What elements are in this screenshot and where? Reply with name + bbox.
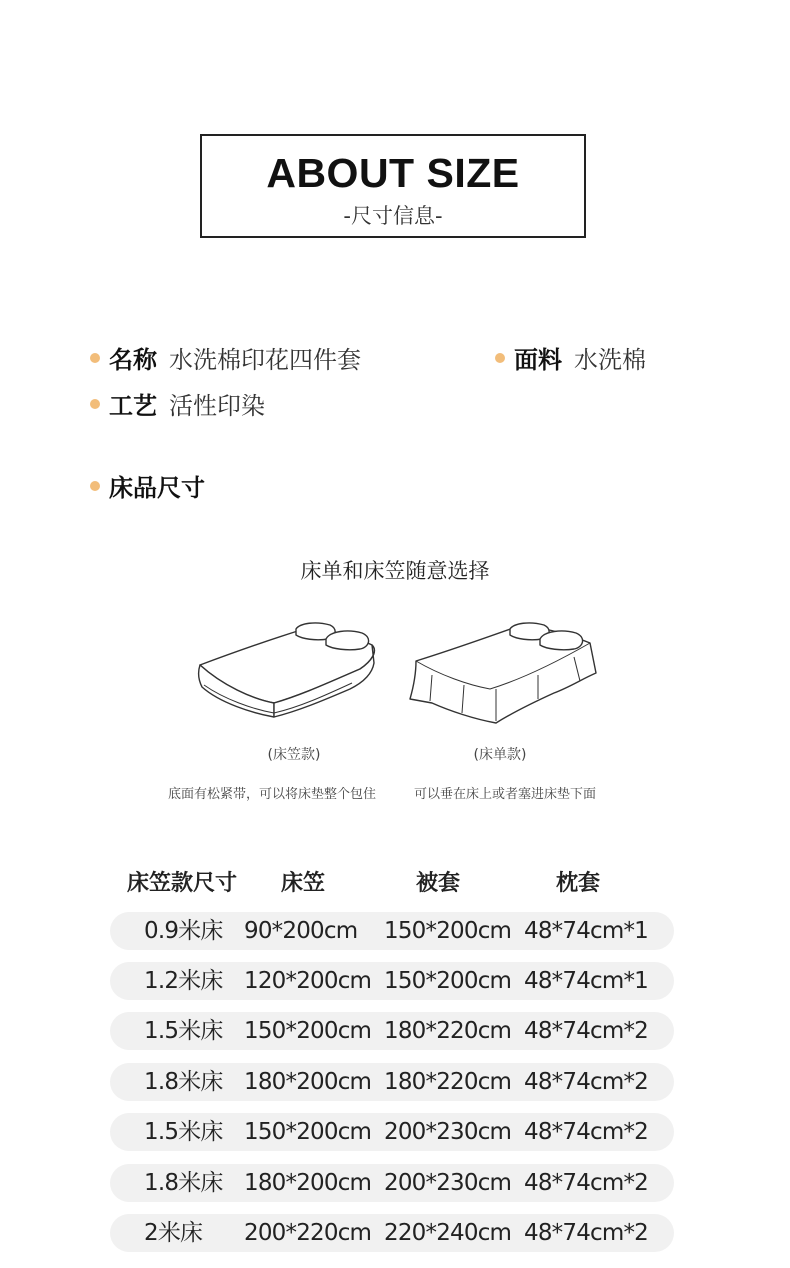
fitted-note: 底面有松紧带，可以将床垫整个包住: [168, 787, 377, 802]
pillow-size-cell: 48*74cm*1: [524, 968, 649, 994]
table-header-fitted: 床笠: [281, 871, 326, 896]
table-header-duvet: 被套: [416, 871, 461, 896]
table-header-pillow: 枕套: [556, 871, 601, 896]
pillow-size-cell: 48*74cm*2: [524, 1170, 649, 1196]
table-row: [110, 1012, 674, 1050]
bed-size-cell: 1.5米床: [144, 1018, 223, 1044]
spec-craft: [90, 391, 265, 421]
fitted-size-cell: 180*200cm: [244, 1069, 372, 1095]
duvet-size-cell: 150*200cm: [384, 968, 512, 994]
fitted-size-cell: 150*200cm: [244, 1119, 372, 1145]
bullet-dot-icon: [90, 481, 100, 491]
table-row: [110, 1214, 674, 1252]
spec-material-key: 面料: [514, 346, 562, 374]
flat-label: (床单款): [473, 747, 527, 763]
spec-name-value: 水洗棉印花四件套: [169, 346, 361, 374]
bed-size-cell: 1.8米床: [144, 1069, 223, 1095]
spec-craft-key: 工艺: [109, 392, 157, 420]
bed-size-cell: 2米床: [144, 1220, 203, 1246]
title-box: [200, 134, 586, 238]
duvet-size-cell: 150*200cm: [384, 918, 512, 944]
pillow-size-cell: 48*74cm*2: [524, 1119, 649, 1145]
spec-bed-size-key: 床品尺寸: [109, 474, 205, 502]
bed-size-cell: 1.2米床: [144, 968, 223, 994]
table-header-size: 床笠款尺寸: [127, 871, 238, 896]
bed-size-cell: 0.9米床: [144, 918, 223, 944]
table-row: [110, 1164, 674, 1202]
spec-name: [90, 345, 361, 375]
spec-material-value: 水洗棉: [574, 346, 646, 374]
table-row: [110, 962, 674, 1000]
pillow-size-cell: 48*74cm*2: [524, 1069, 649, 1095]
bed-size-cell: 1.5米床: [144, 1119, 223, 1145]
page-title: ABOUT SIZE: [266, 150, 520, 196]
duvet-size-cell: 200*230cm: [384, 1170, 512, 1196]
bullet-dot-icon: [90, 399, 100, 409]
duvet-size-cell: 180*220cm: [384, 1069, 512, 1095]
fitted-size-cell: 150*200cm: [244, 1018, 372, 1044]
table-row: [110, 1113, 674, 1151]
bed-size-cell: 1.8米床: [144, 1170, 223, 1196]
spec-material: [495, 345, 646, 375]
duvet-size-cell: 220*240cm: [384, 1220, 512, 1246]
duvet-size-cell: 200*230cm: [384, 1119, 512, 1145]
fitted-size-cell: 90*200cm: [244, 918, 358, 944]
fitted-size-cell: 200*220cm: [244, 1220, 372, 1246]
fitted-sheet-bed-icon: [192, 615, 382, 725]
fitted-size-cell: 180*200cm: [244, 1170, 372, 1196]
spec-bed-size: [90, 473, 217, 503]
fitted-label: (床笠款): [267, 747, 321, 763]
spec-name-key: 名称: [109, 346, 157, 374]
pillow-size-cell: 48*74cm*2: [524, 1220, 649, 1246]
table-row: [110, 1063, 674, 1101]
flat-note: 可以垂在床上或者塞进床垫下面: [414, 787, 597, 802]
duvet-size-cell: 180*220cm: [384, 1018, 512, 1044]
bed-type-title: 床单和床笠随意选择: [300, 559, 490, 583]
pillow-size-cell: 48*74cm*1: [524, 918, 649, 944]
table-row: [110, 912, 674, 950]
pillow-size-cell: 48*74cm*2: [524, 1018, 649, 1044]
page-subtitle: -尺寸信息-: [343, 204, 443, 228]
spec-craft-value: 活性印染: [169, 392, 265, 420]
bullet-dot-icon: [90, 353, 100, 363]
flat-sheet-bed-icon: [404, 615, 604, 730]
fitted-size-cell: 120*200cm: [244, 968, 372, 994]
bullet-dot-icon: [495, 353, 505, 363]
